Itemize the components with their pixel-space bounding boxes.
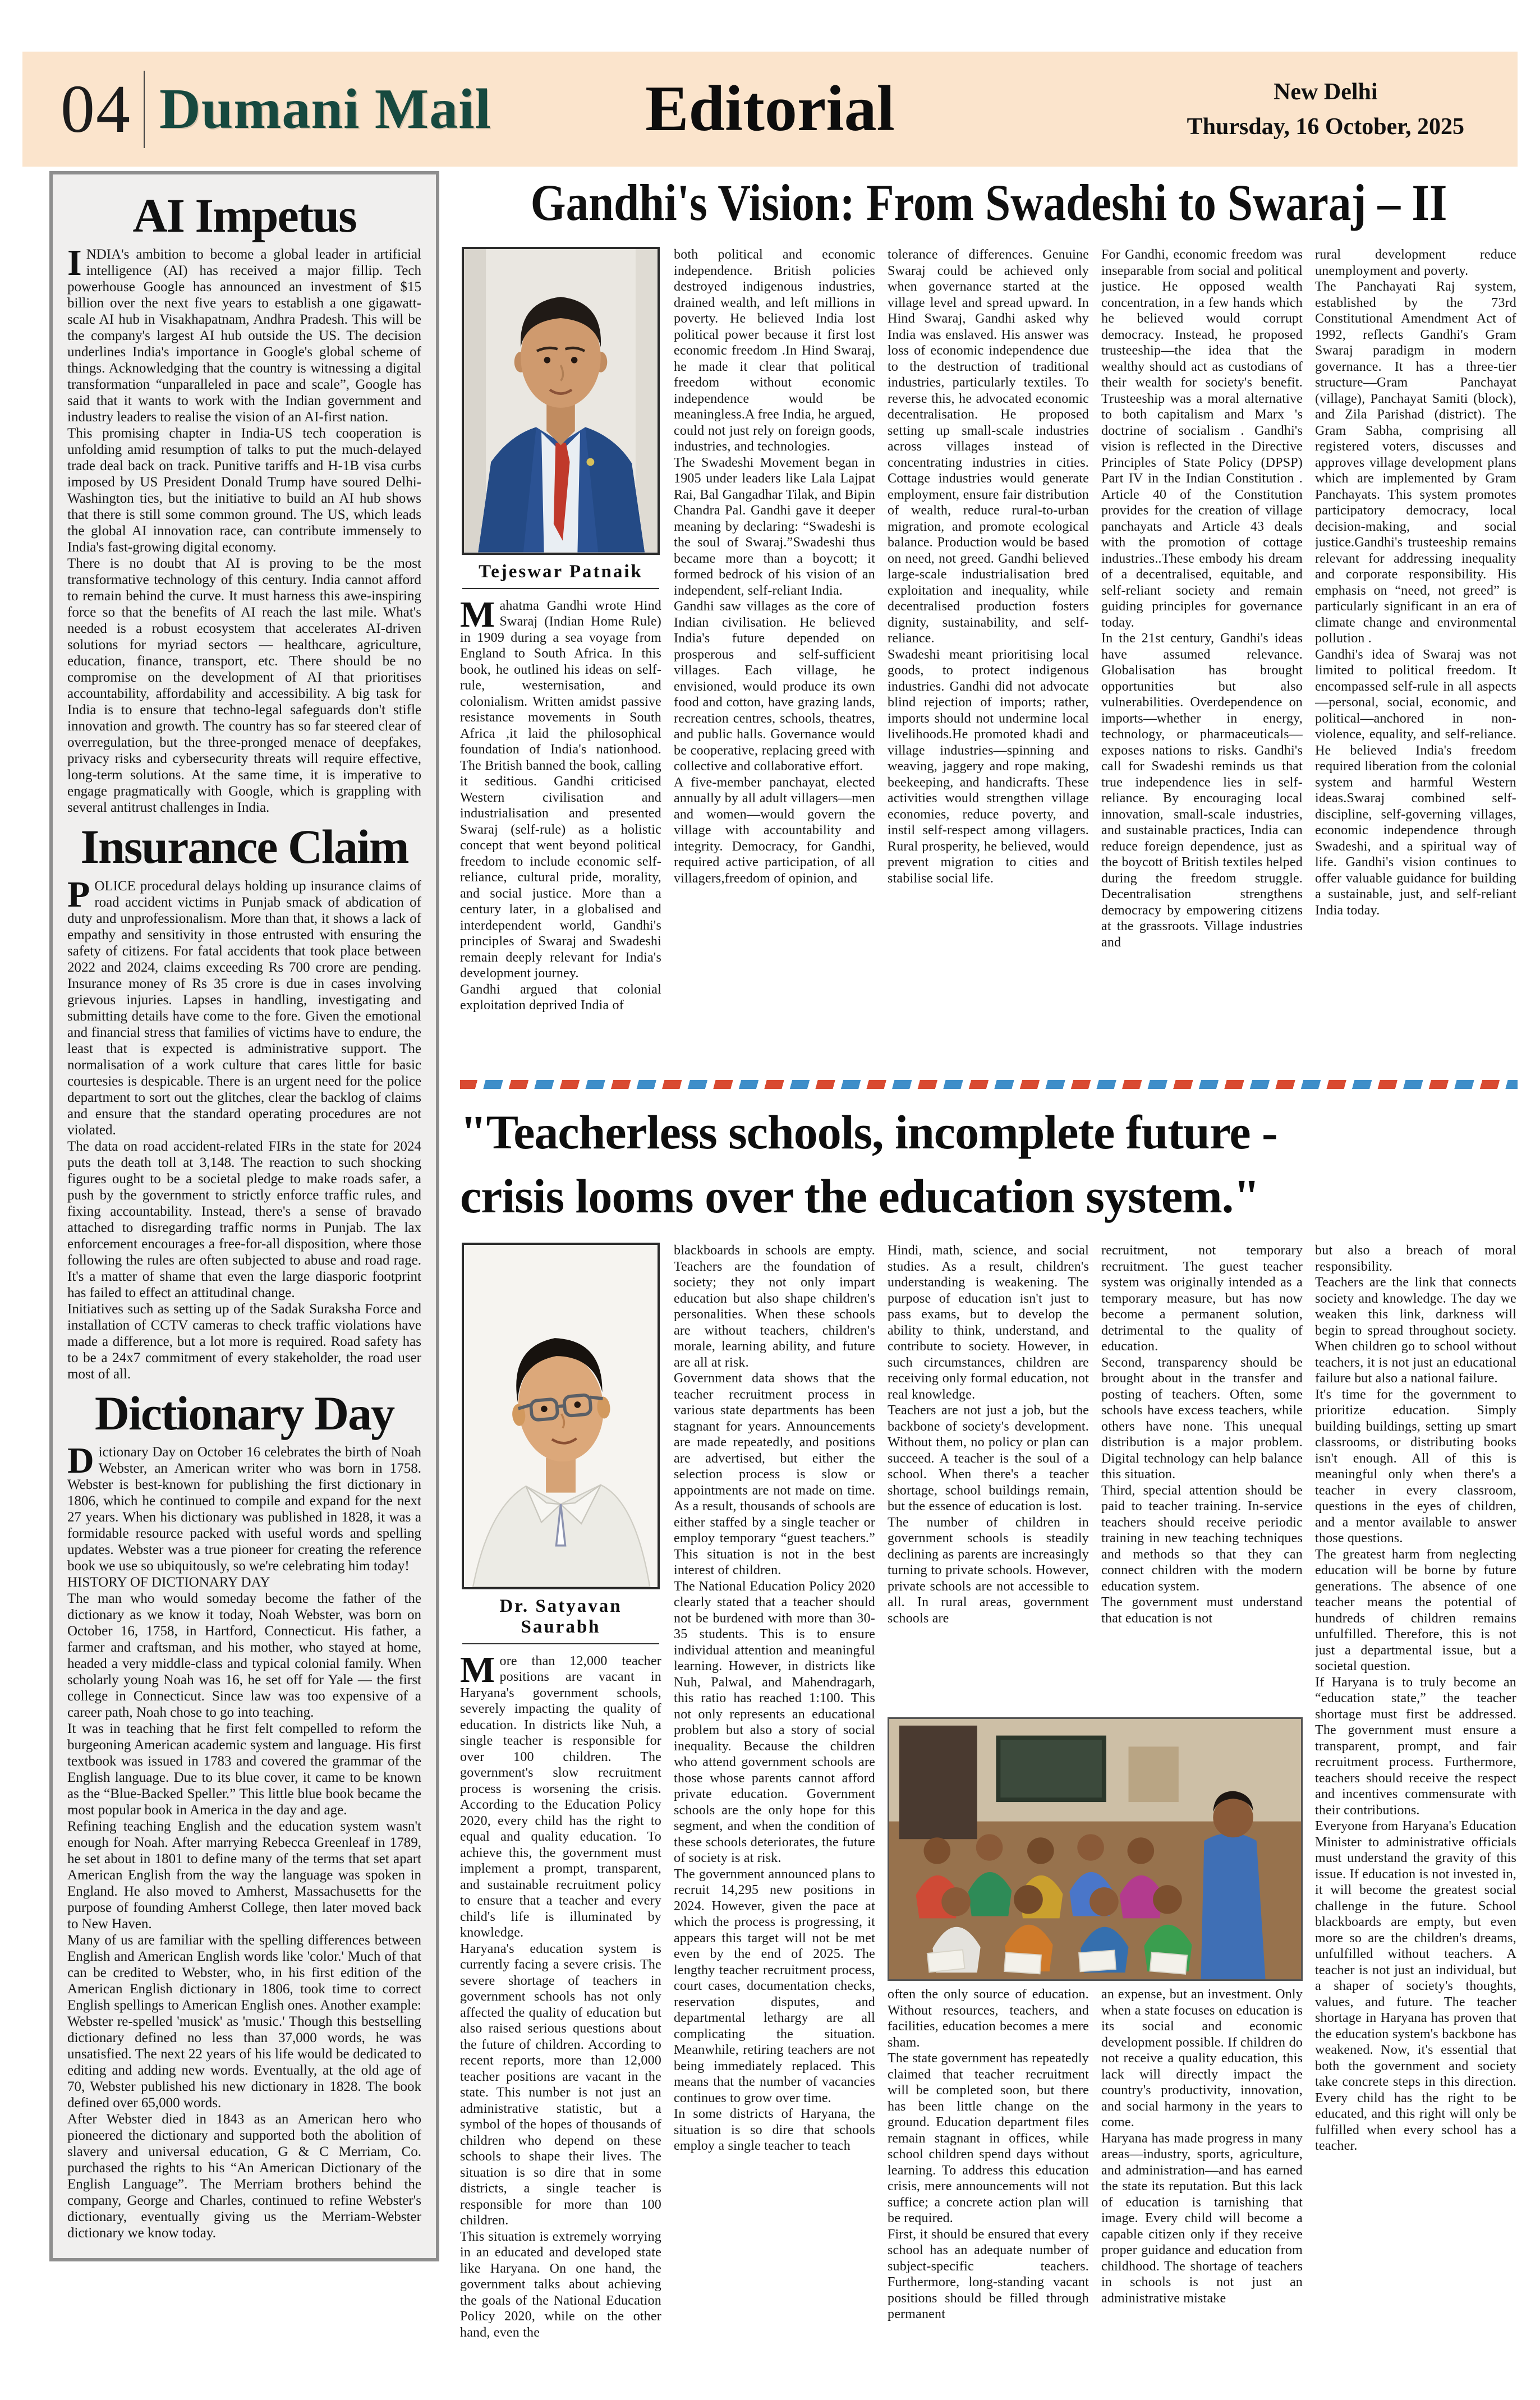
article-ai-impetus <box>67 190 421 816</box>
masthead-divider <box>144 71 145 148</box>
article-teacherless-schools <box>460 1101 1518 2362</box>
paragraph: A five-member panchayat, elected annually by all adult villagers—men and women—would govern the village with accountability and integrity. Democracy, for Gandhi, required active participation, of all villagers,freedom of opinion, and <box>674 775 875 886</box>
paragraph: Gandhi's idea of Swaraj was not limited to political freedom. It encompassed self-rule in all aspects—personal, social, economic, and political—anchored in non-violence, equality, and self-reliance. He believed India's freedom required liberation from the colonial system and harmful Western ideas.Swaraj combined self-discipline, self-governing villages, economic independence through Swadeshi, and a spiritual way of life. Gandhi's vision continues to offer valuable guidance for building a sustainable, just, and self-reliant India today. <box>1315 647 1516 918</box>
paragraph: but also a breach of moral responsibility. <box>1315 1243 1516 1274</box>
paragraph: Initiatives such as setting up of the Sadak Suraksha Force and installation of CCTV cameras to check traffic violations have made a difference, but a lot more is required. Road safety has to be a 24x7 commitment of every stakeholder, the road user most of all. <box>67 1301 421 1382</box>
article-gandhis-vision <box>460 172 1518 1046</box>
gandhi-column-4 <box>1101 247 1303 1046</box>
paragraph: Haryana has made progress in many areas—industry, sports, agriculture, and administration—and has earned the state its reputation. But this lack of education is tarnishing that image. Every child will become a capable citizen only if they receive proper guidance and education from childhood. The shortage of teachers in schools is not just an administrative mistake <box>1101 2131 1303 2306</box>
paragraph: The man who would someday become the father of the dictionary as we know it today, Noah Webster, was born on October 16, 1758, in Hartford, Connecticut. His father, a farmer and craftsman, and his mother, who stayed at home, headed a very middle-class and typical colonial family. When scholarly young Noah was 16, he set off for Yale — the first college in Connecticut. Since law was too expensive of a career path, Noah chose to go into teaching. <box>67 1590 421 1720</box>
paragraph: The data on road accident-related FIRs in the state for 2024 puts the death toll at 3,148. The reaction to such shocking figures ought to be a societal pledge to make roads safer, a push by the government to strictly enforce traffic rules, and fixing accountability. Instead, there's a sense of bravado attached to disregarding traffic norms in Punjab. The lax enforcement encourages a free-for-all disposition, where those following the rules are often subjected to abuse and road rage. It's a matter of shame that even the large diasporic footprint has failed to effect an attitudinal change. <box>67 1138 421 1300</box>
paragraph: This promising chapter in India-US tech cooperation is unfolding amid resumption of talks to put the much-delayed trade deal back on track. Punitive tariffs and H-1B visa curbs imposed by US President Donald Trump have soured Delhi-Washington ties, but the initiative to build an AI hub shows that there is still some common ground. The US, which leads the global AI innovation race, can contribute immensely to India's fast-growing digital economy. <box>67 426 421 555</box>
paragraph: an expense, but an investment. Only when a state focuses on education is its social and economic development possible. If children do not receive a quality education, this lack will directly impact the country's productivity, innovation, and social harmony in the years to come. <box>1101 1987 1303 2130</box>
teacherless-column-2 <box>674 1243 875 2362</box>
gandhi-column-1 <box>460 247 661 1046</box>
author-photo-satyavan-saurabh <box>462 1243 660 1589</box>
section-title: Editorial <box>645 73 895 145</box>
teacherless-column-4-bottom <box>1101 1987 1303 2360</box>
paragraph: In the 21st century, Gandhi's ideas have assumed relevance. Globalisation has brought opportunities but also vulnerabilities. Overdependence on imports—whether in energy, technology, or pharmaceuticals—exposes nations to risks. Gandhi's call for Swadeshi reminds us that true independence lies in self-reliance. By encouraging local innovation, small-scale industries, and sustainable practices, India can reduce foreign dependence, just as the boycott of British textiles helped during the freedom struggle. Decentralisation strengthens democracy by empowering citizens at the grassroots. Village industries and <box>1101 631 1303 950</box>
paragraph: Dictionary Day on October 16 celebrates the birth of Noah Webster, an American writer who was born in 1758. Webster is best-known for publishing the first dictionary in 1806, which he continued to compile and expand for the next 27 years. When his dictionary was published in 1828, it was a formidable resource packed with useful words and spelling updates. Webster was a true pioneer for creating the reference book we use so ubiquitously, so we're celebrating him today! <box>67 1440 421 1574</box>
teacherless-column-text <box>460 1649 661 2341</box>
dateline <box>1187 79 1464 140</box>
paragraph: Refining teaching English and the education system wasn't enough for Noah. After marrying Rebecca Greenleaf in 1789, he set about in 1801 to define many of the terms that set apart American English from the way the language was spoken in England. He also moved to Amherst, Massachusetts for the purpose of founding Amherst College, then later moved back to New Haven. <box>67 1818 421 1932</box>
gandhi-columns <box>460 247 1518 1046</box>
paragraph: The state government has repeatedly claimed that teacher recruitment will be completed soon, but there has been little change on the ground. Education department files remain stagnant in offices, while school children spend days without learning. To address this education crisis, mere announcements will not suffice; a concrete action plan will be required. <box>888 2051 1089 2226</box>
paragraph: Everyone from Haryana's Education Minister to administrative officials must understand the gravity of this issue. If education is not invested in, it will become the greatest social challenge in the future. School blackboards are empty, but even more so are the children's dreams, unfulfilled without teachers. A teacher is not just an individual, but a shaper of society's thoughts, values, and future. The teacher shortage in Haryana has proven that the education system's backbone has weakened. Now, it's essential that both the government and society take concrete steps in this direction. Every child has the right to be educated, and this right will only be fulfilled when every school has a teacher. <box>1315 1819 1516 2154</box>
paragraph: There is no doubt that AI is proving to be the most transformative technology of this century. India cannot afford to remain behind the curve. It must harness this awe-inspiring force so that the benefits of AI reach the last mile. What's needed is a robust ecosystem that accelerates AI-driven solutions for myriad sectors — healthcare, agriculture, education, finance, transport, etc. There should be no compromise on the development of AI that prioritises accountability, affordability and accessibility. A big task for India is to ensure that techno-legal safeguards don't stifle innovation and growth. The country has so far steered clear of overregulation, but the three-pronged menace of deepfakes, privacy risks and cybersecurity threats will require effective, long-term solutions. At the same time, it is imperative to engage pragmatically with Google, which is grappling with several antitrust challenges in India. <box>67 556 421 816</box>
gandhi-column-2 <box>674 247 875 1046</box>
dateline-city: New Delhi <box>1274 79 1378 105</box>
paragraph: This situation is extremely worrying in an educated and developed state like Haryana. On one hand, the government talks about achieving the goals of the National Education Policy 2020, while on the other hand, even the <box>460 2229 661 2340</box>
gandhi-column-text <box>1315 247 1516 918</box>
paragraph: INDIA's ambition to become a global leader in artificial intelligence (AI) has received a major fillip. Tech powerhouse Google has announced an investment of $15 billion over the next five years to establish a one gigawatt-scale AI hub in Visakhapatnam, Andhra Pradesh. This will be the company's largest AI hub outside the US. The decision underlines India's importance in Google's global scheme of things. Acknowledging that the country is witnessing a digital transformation “unparalleled in pace and scale”, Google has said that it wants to work with the Indian government and industry leaders to realise the vision of an AI-first nation. <box>67 242 421 425</box>
paragraph: Government data shows that the teacher recruitment process in various state departments has been stagnant for years. Announcements are made repeatedly, and positions are advertised, but either the selection process is slow or appointments are not made on time. As a result, thousands of schools are either staffed by a single teacher or employ temporary “guest teachers.” This situation is not in the best interest of children. <box>674 1371 875 1578</box>
paragraph: Second, transparency should be brought about in the transfer and posting of teachers. Often, some schools have excess teachers, while others have none. This unequal distribution is a major problem. Digital technology can help balance this situation. <box>1101 1355 1303 1482</box>
gandhi-column-text <box>674 247 875 886</box>
paragraph: First, it should be ensured that every school has an adequate number of subject-specific teachers. Furthermore, long-standing vacant positions should be filled through permanent <box>888 2227 1089 2322</box>
paragraph: Gandhi saw villages as the core of Indian civilisation. He believed India's future depended on prosperous and self-sufficient villages. Each village, he envisioned, would produce its own food and cotton, have grazing lands, recreation centres, schools, theatres, and public halls. Governance would be cooperative, replacing greed with collective and collaborative effort. <box>674 599 875 774</box>
paragraph: Swadeshi meant prioritising local goods, to protect indigenous industries. Gandhi did not advocate blind rejection of imports; rather, imports should not undermine local livelihoods.He promoted khadi and village industries—spinning and weaving, jaggery and rope making, beekeeping, and handicrafts. These activities would strengthen village economies, reduce poverty, and instil self-respect among villagers. Rural prosperity, he believed, would prevent migration to cities and stabilise social life. <box>888 647 1089 886</box>
paragraph: Many of us are familiar with the spelling differences between English and American English words like 'color.' Much of that can be credited to Webster, who, in his first edition of the American English dictionary in 1806, took time to correct English spellings to American English ones. Another example: Webster re-spelled 'musick' as 'music.' Though this bestselling dictionary defined no less than 37,000 words, he was unsatisfied. The next 22 years of his life would be dedicated to editing and adding new words. Eventually, at the old age of 70, Webster published his new dictionary in 1828. The book defined over 65,000 words. <box>67 1932 421 2111</box>
article-title: Insurance Claim <box>80 820 408 874</box>
paragraph: For Gandhi, economic freedom was inseparable from social and political justice. He opposed wealth concentration, in a few hands which he believed would corrupt democracy. Instead, he proposed trusteeship—the idea that the wealthy should act as custodians of their wealth for society's benefit. Trusteeship was a moral alternative to both capitalism and Marx 's doctrine of socialism . Gandhi's vision is reflected in the Directive Principles of State Policy (DPSP) Part IV in the Indian Constitution . Article 40 of the Constitution provides for the creation of village panchayats and Article 43 deals with the promotion of cottage industries..These embody his dream of a decentralised, equitable, and self-reliant society and remain guiding principles for governance today. <box>1101 247 1303 630</box>
dashed-divider <box>460 1080 1518 1089</box>
paragraph: After Webster died in 1843 as an American hero who pioneered the dictionary and supported both the abolition of slavery and universal education, G & C Merriam, Co. purchased the rights to his “An American Dictionary of the English Language”. The Merriam brothers behind the company, George and Charles, continued to refine Webster's dictionary, eventually giving us the Merriam-Webster dictionary we know today. <box>67 2111 421 2241</box>
paragraph: recruitment, not temporary recruitment. The guest teacher system was originally intended as a temporary measure, but has now become a permanent solution, detrimental to the quality of education. <box>1101 1243 1303 1354</box>
paragraph: rural development reduce unemployment and poverty. <box>1315 247 1516 278</box>
paragraph: The Panchayati Raj system, established by the 73rd Constitutional Amendment Act of 1992, reflects Gandhi's Gram Swaraj paradigm in modern governance. It has a three-tier structure—Gram Panchayat (village), Panchayat Samiti (block), and Zila Parishad (district). The Gram Sabha, comprising all registered voters, discusses and approves village development plans which are implemented by Gram Panchayats. This system promotes participatory democracy, local decision-making, and social justice.Gandhi's trusteeship remains relevant for addressing inequality and corporate responsibility. His emphasis on “need, not greed” is particularly significant in an era of climate change and environmental pollution . <box>1315 279 1516 646</box>
paragraph: Teachers are not just a job, but the backbone of society's development. Without them, no policy or plan can succeed. A teacher is the soul of a school. When there's a teacher shortage, school buildings remain, but the essence of education is lost. <box>888 1403 1089 1514</box>
paragraph: The National Education Policy 2020 clearly stated that a teacher should not be burdened with more than 30-35 students. This is to ensure individual attention and meaningful learning. However, in districts like Nuh, Palwal, and Mahendragarh, this ratio has reached 1:100. This not only represents an educational problem but also a story of social inequality. Because the children who attend government schools are those whose parents cannot afford private education. Government schools are the only hope for this segment, and when the condition of these schools deteriorates, the future of society is at risk. <box>674 1579 875 1866</box>
paragraph: Hindi, math, science, and social studies. As a result, children's understanding is weakening. The purpose of education isn't just to pass exams, but to develop the ability to think, understand, and contribute to society. However, in such circumstances, children are receiving only formal education, not real knowledge. <box>888 1243 1089 1402</box>
paragraph: blackboards in schools are empty. Teachers are the foundation of society; they not only impart education but also shape children's personalities. When these schools are without teachers, children's morale, learning ability, and future are all at risk. <box>674 1243 875 1370</box>
paragraph: The number of children in government schools is steadily declining as parents are increasingly turning to private schools. However, private schools are not accessible to all. In rural areas, government schools are <box>888 1515 1089 1626</box>
paragraph: HISTORY OF DICTIONARY DAY <box>67 1574 270 1590</box>
teacherless-column-4-top <box>1101 1243 1303 1713</box>
paragraph: It was in teaching that he first felt compelled to reform the burgeoning American academic system and language. His first textbook was issued in 1783 and covered the grammar of the English language. Due to its blue cover, it came to be known as the “Blue-Backed Speller.” This little blue book became the most popular book in America in the day and age. <box>67 1721 421 1818</box>
paragraph: Third, special attention should be paid to teacher training. In-service teachers should receive periodic training in new teaching techniques and methods so that they can connect children with the modern education system. <box>1101 1483 1303 1594</box>
article-body <box>67 242 421 816</box>
middle-bottom-row <box>888 1987 1303 2360</box>
teacherless-column-3-top <box>888 1243 1089 1713</box>
editorial-left-box <box>49 171 439 2261</box>
author-photo-figure <box>460 1243 661 1644</box>
teacherless-columns <box>460 1243 1518 2362</box>
article-insurance-claim <box>67 821 421 1382</box>
article-title: Dictionary Day <box>94 1386 394 1440</box>
paragraph: It's time for the government to prioritize education. Simply building buildings, setting up smart classrooms, or distributing books isn't enough. All of this is meaningful only when there's a teacher in every classroom, questions in the eyes of children, and a mentor available to answer those questions. <box>1315 1387 1516 1546</box>
paragraph: Teachers are the link that connects society and knowledge. The day we weaken this link, darkness will begin to spread throughout society. When children go to school without teachers, it is not just an educational failure but also a national failure. <box>1315 1275 1516 1386</box>
author-name: Dr. Satyavan Saurabh <box>462 1589 659 1644</box>
author-photo-figure <box>460 247 661 589</box>
teacherless-column-text <box>674 1243 875 2154</box>
gandhi-column-text <box>888 247 1089 886</box>
paragraph: More than 12,000 teacher positions are vacant in Haryana's government schools, severely impacting the quality of education. In districts like Nuh, a single teacher is responsible for over 100 children. The government's slow recruitment process is worsening the crisis. According to the Education Policy 2020, every child has the right to equal and quality education. To achieve this, the government must implement a prompt, transparent, and sustainable recruitment policy to ensure that a teacher and every child's life is illuminated by knowledge. <box>460 1649 661 1941</box>
author-name: Tejeswar Patnaik <box>462 555 659 589</box>
paragraph: Haryana's education system is currently facing a severe crisis. The severe shortage of teachers in government schools has not only affected the quality of education but also raised serious questions about the future of children. According to recent reports, more than 12,000 teacher positions are vacant in the state. This number is not just an administrative statistic, but a symbol of the hopes of thousands of children who depend on these schools to shape their lives. The situation is so dire that in some districts, a single teacher is responsible for more than 100 children. <box>460 1941 661 2228</box>
middle-top-row <box>888 1243 1303 1713</box>
teacherless-column-1 <box>460 1243 661 2362</box>
paragraph: both political and economic independence. British policies destroyed indigenous industries, drained wealth, and left millions in poverty. He believed India lost political power because it first lost economic freedom .In Hind Swaraj, he made it clear that political freedom without economic independence would be meaningless.A free India, he argued, could not just rely on foreign goods, industries, and technologies. <box>674 247 875 454</box>
article-body <box>67 1440 421 2241</box>
headline-line-2: crisis looms over the education system." <box>460 1169 1259 1223</box>
classroom-photo <box>888 1717 1303 1981</box>
newspaper-name: Dumani Mail <box>159 77 491 141</box>
paragraph: If Haryana is to truly become an “education state,” the teacher shortage must first be addressed. The government must ensure a transparent, prompt, and fair recruitment process. Furthermore, teachers should receive the respect and incentives commensurate with their contributions. <box>1315 1675 1516 1818</box>
paragraph: The greatest harm from neglecting education will be borne by future generations. The absence of one teacher means the potential of hundreds of children remains unfulfilled. Therefore, this is not just a departmental issue, but a societal question. <box>1315 1547 1516 1674</box>
article-body <box>67 873 421 1382</box>
paragraph: The Swadeshi Movement began in 1905 under leaders like Lala Lajpat Rai, Bal Gangadhar Tilak, and Bipin Chandra Pal. Gandhi gave it deeper meaning by declaring: “Swadeshi is the soul of Swaraj.”Swadeshi thus became more than a boycott; it formed bedrock of his vision of an independent, self-reliant India. <box>674 455 875 598</box>
gandhi-column-text <box>1101 247 1303 950</box>
paragraph: Gandhi argued that colonial exploitation deprived India of <box>460 982 661 1013</box>
masthead <box>22 52 1518 167</box>
gandhi-column-3 <box>888 247 1089 1046</box>
teacherless-middle-columns <box>888 1243 1303 2362</box>
headline-line-1: "Teacherless schools, incomplete future - <box>460 1105 1277 1159</box>
article-title: AI Impetus <box>132 188 356 242</box>
paragraph: tolerance of differences. Genuine Swaraj could be achieved only when governance started at the village level and spread upward. In Hind Swaraj, Gandhi asked why India was enslaved. His answer was loss of economic independence due to the destruction of traditional industries, particularly textiles. To reverse this, he advocated economic decentralisation. He proposed setting up small-scale industries across villages instead of concentrating industries in cities. Cottage industries would generate employment, ensure fair distribution of wealth, reduce rural-to-urban migration, and promote ecological balance. Production would be based on need, not greed. Gandhi believed large-scale industrialisation bred exploitation and inequality, while decentralised production fosters dignity, sustainability, and self-reliance. <box>888 247 1089 646</box>
teacherless-column-3-bottom <box>888 1987 1089 2360</box>
gandhi-headline: Gandhi's Vision: From Swadeshi to Swaraj – II <box>530 174 1447 231</box>
teacherless-column-text <box>1315 1243 1516 2154</box>
teacherless-headline <box>460 1101 1518 1228</box>
teacherless-column-5 <box>1315 1243 1516 2362</box>
article-dictionary-day <box>67 1388 421 2241</box>
paragraph: The government announced plans to recruit 14,295 new positions in 2024. However, given the pace at which the process is progressing, it appears this target will not be met even by the end of 2025. The lengthy teacher recruitment process, court cases, documentation checks, reservation disputes, and departmental lethargy are all complicating the situation. Meanwhile, retiring teachers are not being immediately replaced. This means that the number of vacancies continues to grow over time. <box>674 1866 875 2105</box>
dateline-date: Thursday, 16 October, 2025 <box>1187 113 1464 140</box>
paragraph: The government must understand that education is not <box>1101 1595 1303 1626</box>
author-photo-tejeswar-patnaik <box>462 247 660 555</box>
paragraph: POLICE procedural delays holding up insurance claims of road accident victims in Punjab smack of abdication of duty and unprofessionalism. More than that, it shows a lack of empathy and sensitivity in those entrusted with ensuring the safety of citizens. For fatal accidents that took place between 2022 and 2024, claims exceeding Rs 700 crore are pending. Insurance money of Rs 35 crore is due in cases involving grievous injuries. Lapses in handling, investigating and submitting details have come to the fore. Given the emotional and financial stress that families of victims have to endure, the least that is expected is administrative support. The normalisation of a work culture that cares little for basic courtesies is despicable. There is an urgent need for the police department to sort out the glitches, clear the backlog of claims and ensure that the standard operating procedures are not violated. <box>67 873 421 1138</box>
page-number: 04 <box>61 71 131 147</box>
gandhi-column-text <box>460 594 661 1014</box>
paragraph: In some districts of Haryana, the situation is so dire that schools employ a single teacher to teach <box>674 2107 875 2154</box>
paragraph: often the only source of education. Without resources, teachers, and facilities, education becomes a mere sham. <box>888 1987 1089 2050</box>
gandhi-column-5 <box>1315 247 1516 1046</box>
paragraph: Mahatma Gandhi wrote Hind Swaraj (Indian Home Rule) in 1909 during a sea voyage from England to South Africa. In this book, he outlined his ideas on self-rule, westernisation, and colonialism. Written amidst passive resistance movements in South Africa ,it laid the philosophical foundation of India's nationhood. The British banned the book, calling it seditious. Gandhi criticised Western civilisation and industrialisation and presented Swaraj (self-rule) as a holistic concept that went beyond political freedom to include economic self-reliance, cultural pride, morality, and social justice. More than a century later, in a globalised and interdependent world, Gandhi's principles of Swaraj and Swadeshi remain deeply relevant for India's development journey. <box>460 594 661 981</box>
